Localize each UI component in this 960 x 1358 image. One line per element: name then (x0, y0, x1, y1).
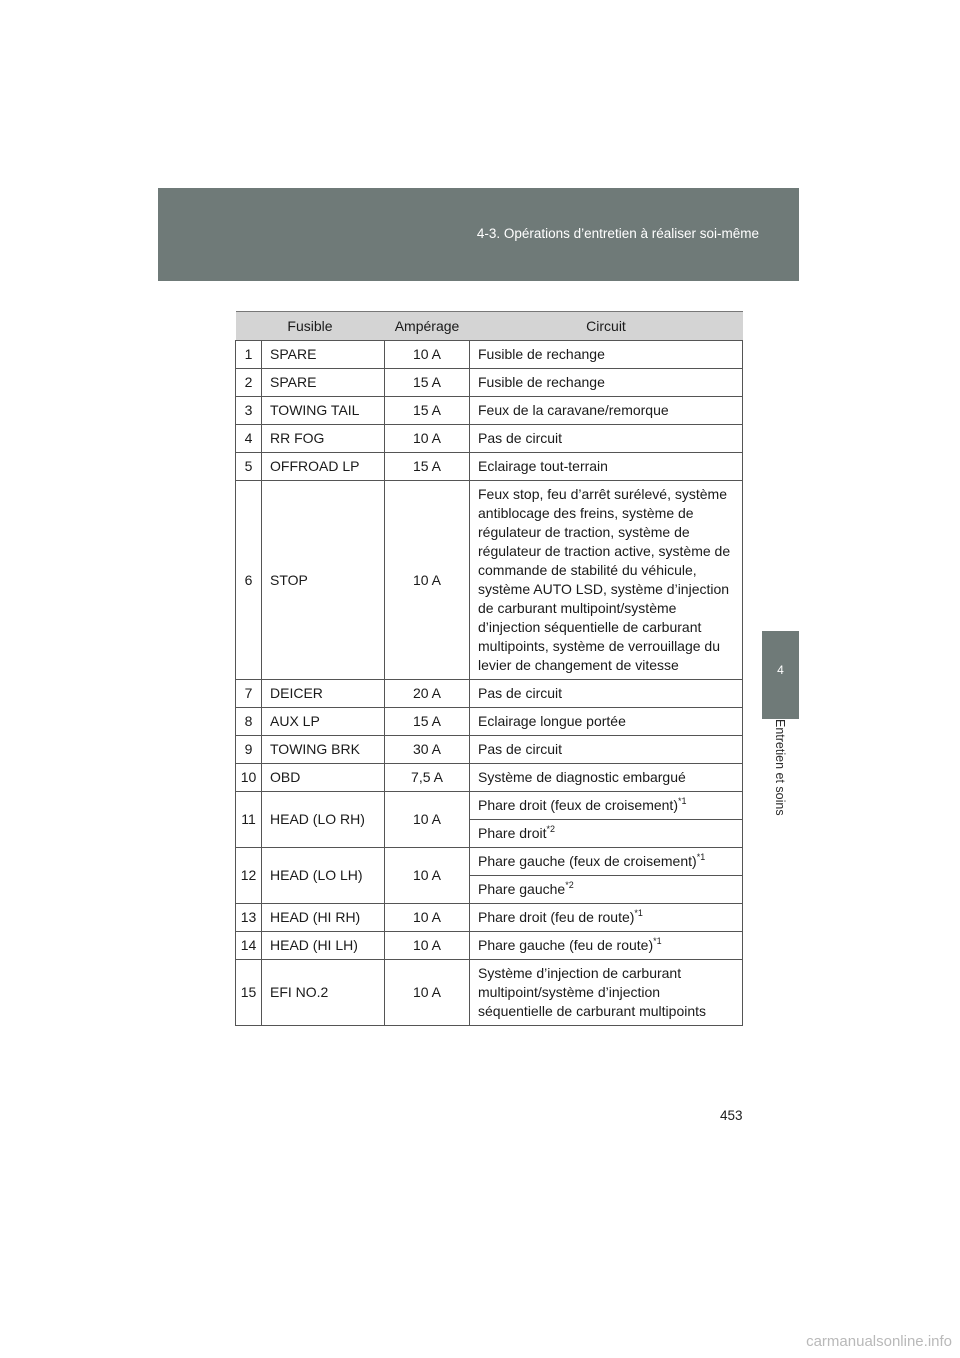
circuit-text: Phare gauche (478, 881, 566, 897)
fuse-circuit: Système de diagnostic embargué (470, 764, 743, 792)
fuse-circuit (470, 904, 743, 932)
fuse-number: 8 (236, 708, 262, 736)
fuse-circuit: Pas de circuit (470, 425, 743, 453)
fuse-amperage: 15 A (385, 369, 470, 397)
table-row (236, 481, 743, 680)
chapter-tab (762, 631, 799, 719)
fuse-amperage: 30 A (385, 736, 470, 764)
fuse-number: 13 (236, 904, 262, 932)
chapter-number: 4 (777, 663, 784, 677)
fuse-name: OFFROAD LP (262, 453, 385, 481)
chapter-label-text: Entretien et soins (773, 719, 787, 816)
footnote-ref: *1 (677, 796, 687, 806)
table-row (236, 764, 743, 792)
fuse-name: HEAD (HI RH) (262, 904, 385, 932)
fuse-amperage: 20 A (385, 680, 470, 708)
chapter-label (764, 719, 796, 849)
fuse-name: TOWING TAIL (262, 397, 385, 425)
table-row (236, 369, 743, 397)
circuit-text: Phare droit (feux de croisement) (478, 797, 678, 813)
fuse-amperage: 15 A (385, 708, 470, 736)
fuse-number: 1 (236, 341, 262, 369)
section-title: 4-3. Opérations d’entretien à réaliser soi-même (476, 226, 759, 241)
header-amperage: Ampérage (385, 312, 470, 341)
footnote-ref: *2 (565, 880, 574, 890)
fuse-table (235, 311, 743, 1026)
fuse-amperage: 10 A (385, 425, 470, 453)
fuse-name: HEAD (HI LH) (262, 932, 385, 960)
table-row (236, 708, 743, 736)
fuse-amperage: 10 A (385, 904, 470, 932)
circuit-text: Phare droit (478, 825, 547, 841)
fuse-circuit: Eclairage tout-terrain (470, 453, 743, 481)
fuse-circuit: Feux stop, feu d’arrêt surélevé, système antiblocage des freins, système de régulateur de traction, système de régulateur de traction active, système de commande de stabilité du véhicule, système AUTO LSD, système d’injection de carburant multipoint/système d’injection séquentielle de carburant multipoints, système de verrouillage du levier de changement de vitesse (470, 481, 743, 680)
table-row (236, 848, 743, 876)
fuse-number: 3 (236, 397, 262, 425)
circuit-text: Phare gauche (feu de route) (478, 937, 654, 953)
fuse-number: 9 (236, 736, 262, 764)
fuse-amperage: 15 A (385, 397, 470, 425)
fuse-amperage: 10 A (385, 848, 470, 904)
fuse-amperage: 15 A (385, 453, 470, 481)
fuse-amperage: 7,5 A (385, 764, 470, 792)
header-circuit: Circuit (470, 312, 743, 341)
fuse-name: HEAD (LO RH) (262, 792, 385, 848)
fuse-number: 7 (236, 680, 262, 708)
fuse-circuit: Eclairage longue portée (470, 708, 743, 736)
fuse-number: 11 (236, 792, 262, 848)
footnote-ref: *1 (696, 852, 706, 862)
fuse-amperage: 10 A (385, 481, 470, 680)
table-row (236, 960, 743, 1026)
table-row (236, 904, 743, 932)
fuse-number: 4 (236, 425, 262, 453)
circuit-text: Phare droit (feu de route) (478, 909, 635, 925)
fuse-number: 5 (236, 453, 262, 481)
fuse-amperage: 10 A (385, 341, 470, 369)
page-number: 453 (720, 1108, 743, 1123)
fuse-circuit: Pas de circuit (470, 680, 743, 708)
fuse-number: 15 (236, 960, 262, 1026)
fuse-circuit (470, 848, 743, 876)
fuse-amperage: 10 A (385, 932, 470, 960)
fuse-circuit: Système d’injection de carburant multipoint/système d’injection séquentielle de carburant multipoints (470, 960, 743, 1026)
fuse-name: STOP (262, 481, 385, 680)
header-fusible: Fusible (236, 312, 385, 341)
watermark: carmanualsonline.info (806, 1333, 952, 1350)
fuse-number: 12 (236, 848, 262, 904)
fuse-name: DEICER (262, 680, 385, 708)
footnote-ref: *2 (546, 824, 555, 834)
fuse-name: SPARE (262, 341, 385, 369)
fuse-circuit (470, 820, 743, 848)
circuit-text: Phare gauche (feux de croisement) (478, 853, 697, 869)
fuse-number: 14 (236, 932, 262, 960)
table-row (236, 397, 743, 425)
fuse-number: 10 (236, 764, 262, 792)
fuse-amperage: 10 A (385, 792, 470, 848)
fuse-circuit (470, 792, 743, 820)
fuse-name: OBD (262, 764, 385, 792)
fuse-number: 2 (236, 369, 262, 397)
fuse-circuit: Fusible de rechange (470, 341, 743, 369)
fuse-circuit (470, 876, 743, 904)
footnote-ref: *1 (634, 908, 643, 918)
section-header-band (158, 188, 799, 281)
fuse-circuit: Pas de circuit (470, 736, 743, 764)
footnote-ref: *1 (653, 936, 662, 946)
fuse-number: 6 (236, 481, 262, 680)
table-row (236, 736, 743, 764)
fuse-circuit: Fusible de rechange (470, 369, 743, 397)
fuse-name: TOWING BRK (262, 736, 385, 764)
fuse-circuit (470, 932, 743, 960)
fuse-name: AUX LP (262, 708, 385, 736)
fuse-circuit: Feux de la caravane/remorque (470, 397, 743, 425)
fuse-name: SPARE (262, 369, 385, 397)
table-row (236, 453, 743, 481)
table-row (236, 680, 743, 708)
fuse-amperage: 10 A (385, 960, 470, 1026)
table-header-row (236, 312, 743, 341)
table-row (236, 341, 743, 369)
fuse-name: HEAD (LO LH) (262, 848, 385, 904)
table-row (236, 792, 743, 820)
table-row (236, 425, 743, 453)
fuse-name: RR FOG (262, 425, 385, 453)
table-row (236, 932, 743, 960)
fuse-name: EFI NO.2 (262, 960, 385, 1026)
